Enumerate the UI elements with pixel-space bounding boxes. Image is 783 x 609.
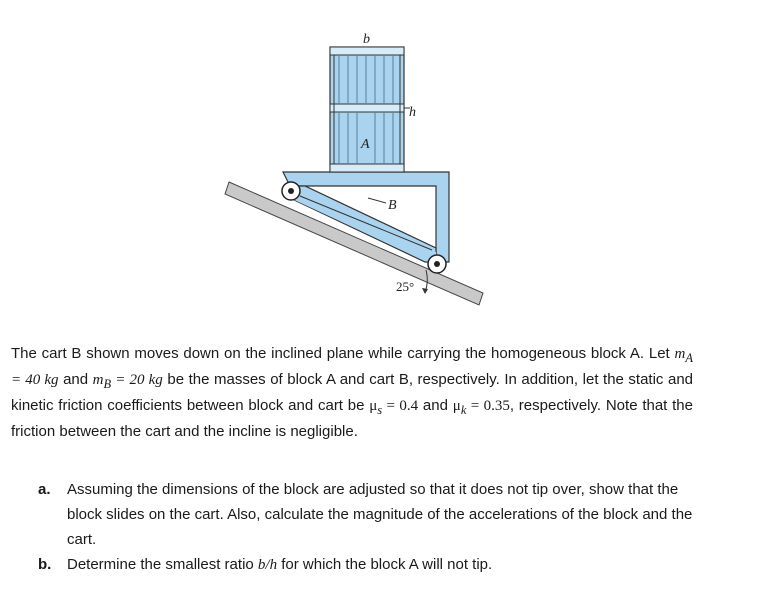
block-a bbox=[330, 47, 404, 172]
problem-statement: The cart B shown moves down on the inclined plane while carrying the homogeneous block A. Let $m_A = 40$ kg and $m_B = 20$ kg be the masses of block A and cart B, respectively. In addition, let the static and kinetic friction coefficients between block and cart be $\mu_s = 0.4$ and $\mu_k = 0.35$, respectively. Note that the friction between the cart and the incline is negligible. bbox=[11, 345, 694, 440]
label-block-a: A bbox=[361, 137, 370, 152]
question-list bbox=[38, 477, 698, 578]
label-b-leader bbox=[368, 198, 386, 203]
question-b-text-pre: Determine the smallest ratio bbox=[67, 556, 258, 573]
label-cart-b: B bbox=[388, 198, 397, 213]
question-a bbox=[38, 477, 698, 552]
question-a-text: Assuming the dimensions of the block are adjusted so that it does not tip over, show that the block slides on the cart. Also, calculate the magnitude of the accelerations of the block and the cart. bbox=[67, 481, 693, 548]
question-b bbox=[38, 552, 698, 578]
wheel-right bbox=[428, 255, 446, 273]
label-b-dimension: b bbox=[363, 32, 370, 47]
label-angle: 25° bbox=[396, 279, 415, 294]
question-b-text-post: for which the block A will not tip. bbox=[277, 556, 493, 573]
question-b-ratio: b/h bbox=[257, 557, 278, 573]
question-b-label: b. bbox=[38, 556, 52, 573]
wheel-left bbox=[282, 182, 300, 200]
question-a-label: a. bbox=[38, 481, 51, 498]
label-h-dimension: h bbox=[409, 105, 416, 120]
